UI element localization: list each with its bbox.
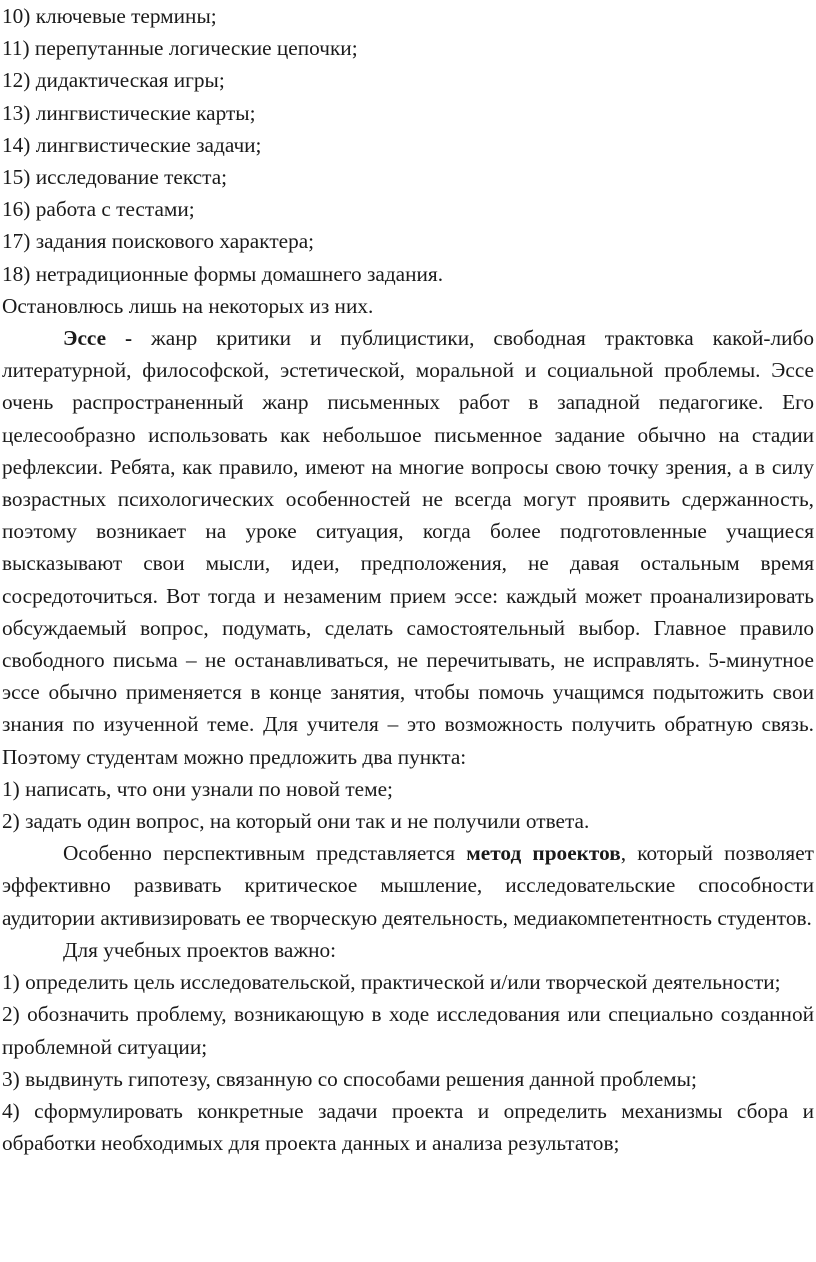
list-item: 13) лингвистические карты; bbox=[2, 100, 256, 125]
essay-text: жанр критики и публицистики, свободная трактовка какой-либо литературной, философской, эстетической, моральной и социальной проблемы. Эссе очень распространенный жанр письменных работ в западной педагогике. Его целесообразно использовать как небольшое письменное задание обычно на стадии рефлексии. Ребята, как правило, имеют на многие вопросы свою точку зрения, а в силу возрастных психологических особенностей не всегда могут проявить сдержанность, поэтому возникает на уроке ситуация, когда более подготовленные учащиеся высказывают свои мысли, идеи, предположения, не давая остальным время сосредоточиться. Вот тогда и незаменим прием эссе: каждый может проанализировать обсуждаемый вопрос, подумать, сделать самостоятельный выбор. Главное правило свободного письма – не останавливаться, не перечитывать, не исправлять. 5-минутное эссе обычно применяется в конце занятия, чтобы помочь учащимся подытожить свои знания по изученной теме. Для учителя – это возможность получить обратную связь. Поэтому студентам можно предложить два пункта: bbox=[2, 326, 814, 769]
projects-intro: Для учебных проектов важно: bbox=[63, 937, 337, 962]
list-item: 11) перепутанные логические цепочки; bbox=[2, 36, 358, 61]
list-item: 10) ключевые термины; bbox=[2, 4, 217, 28]
list-item: 12) дидактическая игры; bbox=[2, 68, 225, 93]
list-item: 14) лингвистические задачи; bbox=[2, 132, 262, 157]
essay-point: 2) задать один вопрос, на который они так и не получили ответа. bbox=[2, 809, 590, 834]
list-item: 17) задания поискового характера; bbox=[2, 229, 315, 254]
list-item: 18) нетрадиционные формы домашнего задания. bbox=[2, 261, 444, 286]
projects-paragraph bbox=[2, 837, 814, 934]
project-point: 1) определить цель исследовательской, практической и/или творческой деятельности; bbox=[2, 970, 781, 995]
list-item: 15) исследование текста; bbox=[2, 165, 228, 190]
project-point: 2) обозначить проблему, возникающую в ходе исследования или специально созданной проблемной ситуации; bbox=[2, 1002, 814, 1059]
project-point: 3) выдвинуть гипотезу, связанную со способами решения данной проблемы; bbox=[2, 1066, 697, 1091]
projects-term: метод проектов bbox=[466, 841, 621, 866]
essay-paragraph bbox=[2, 322, 814, 773]
projects-text: , который позволяет эффективно развивать критическое мышление, исследовательские способности аудитории активизировать ее творческую деятельность, медиакомпетентность студентов. bbox=[2, 841, 814, 930]
methods-list bbox=[2, 0, 816, 290]
projects-lead: Особенно перспективным представляется bbox=[63, 841, 467, 866]
intro-line: Остановлюсь лишь на некоторых из них. bbox=[2, 293, 374, 318]
essay-point: 1) написать, что они узнали по новой теме; bbox=[2, 776, 393, 801]
essay-term: Эссе - bbox=[63, 326, 133, 351]
project-point: 4) сформулировать конкретные задачи проекта и определить механизмы сбора и обработки необходимых для проекта данных и анализа результатов; bbox=[2, 1098, 814, 1156]
list-item: 16) работа с тестами; bbox=[2, 197, 195, 222]
